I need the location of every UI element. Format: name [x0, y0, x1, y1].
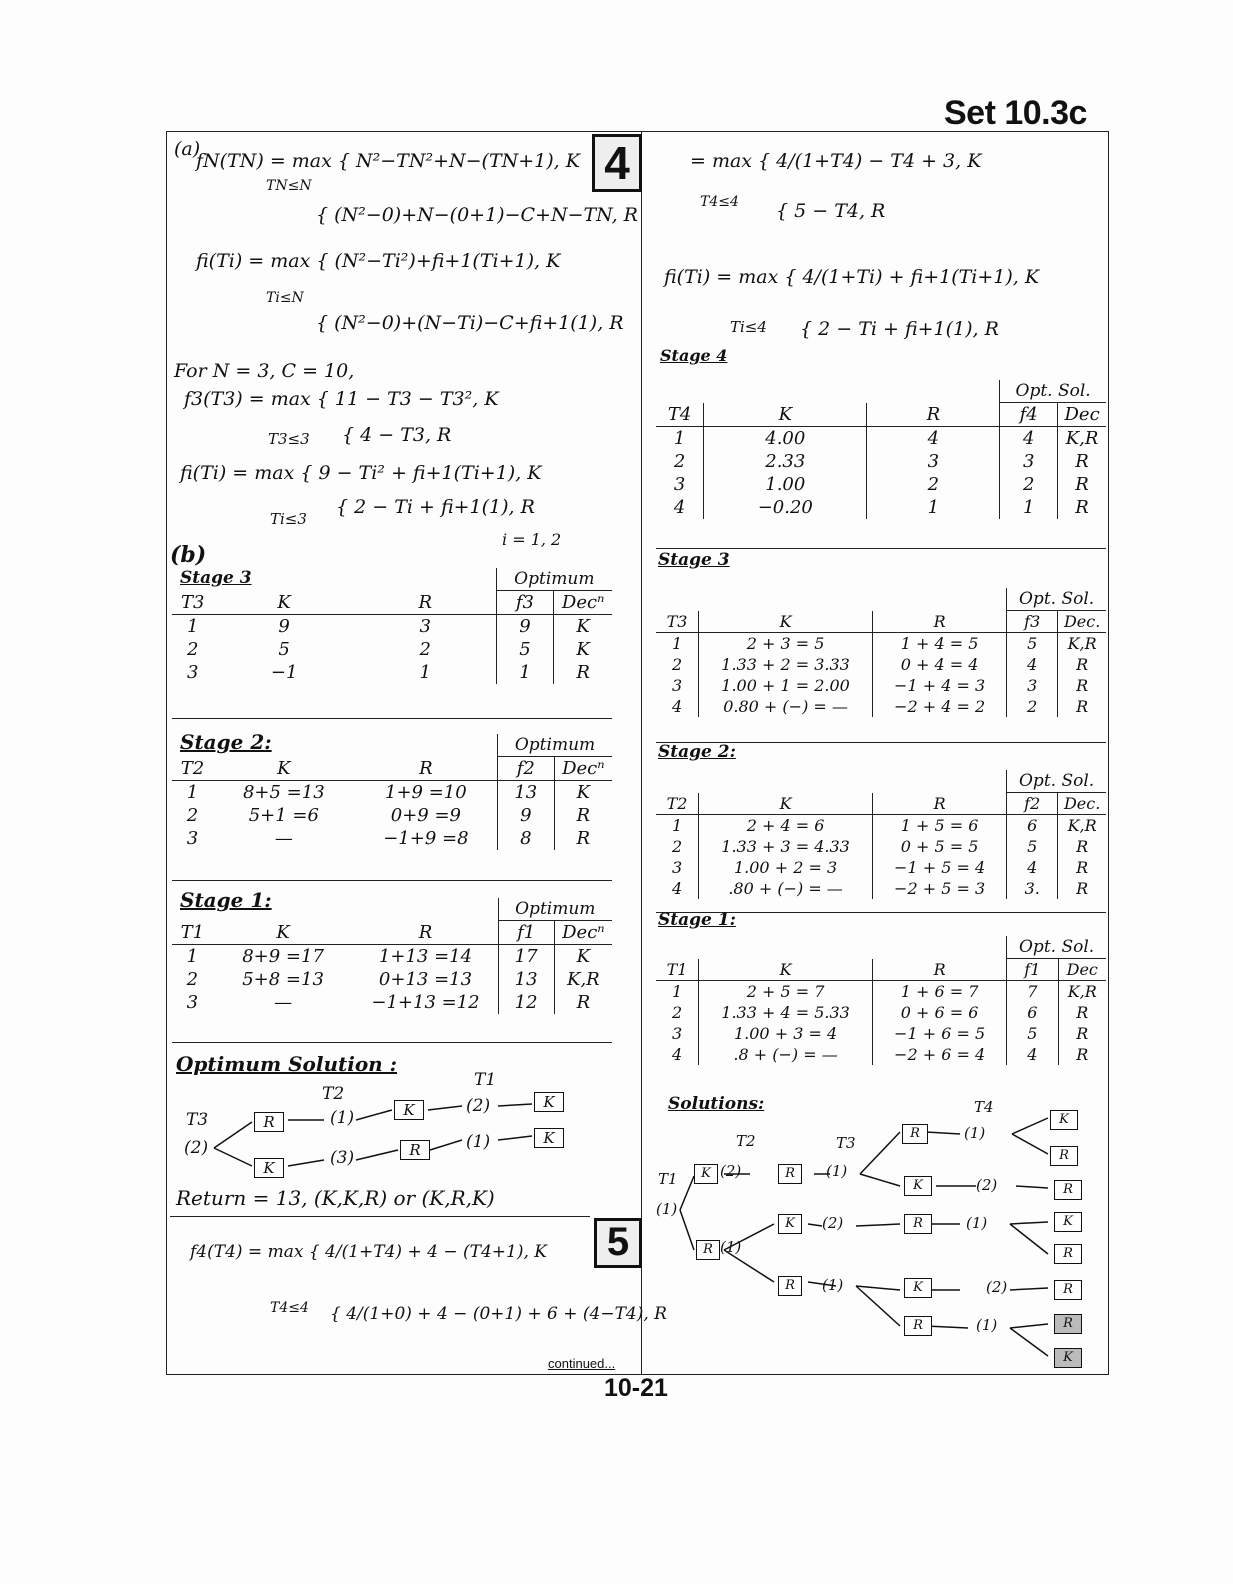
p4-stage3-label: Stage 3 [180, 568, 252, 588]
divider-line [172, 880, 612, 881]
cell: K,R [554, 968, 612, 991]
cell: 1 [671, 816, 683, 835]
col-header: f4 [1000, 403, 1058, 427]
cell: K,R [1058, 815, 1106, 837]
fi3-equation-line1: fi(Ti) = max { 9 − Ti² + fi+1(Ti+1), K [180, 462, 542, 484]
cell: R [554, 661, 612, 684]
cell: R [1058, 1002, 1106, 1023]
col-header: K [699, 959, 873, 981]
return-line: Return = 13, (K,K,R) or (K,R,K) [176, 1186, 495, 1210]
cell: 5 [496, 638, 554, 661]
optimum-header: Optimum [498, 898, 612, 921]
cell: 3 [867, 450, 1000, 473]
cell: R [1058, 857, 1106, 878]
cell: K,R [1058, 633, 1106, 655]
decision-box-k: K [1050, 1110, 1078, 1130]
for-parameters: For N = 3, C = 10, [174, 360, 355, 382]
table-row [172, 638, 612, 661]
decision-box-r: R [902, 1124, 928, 1144]
cell: 1+13 =14 [378, 946, 473, 967]
solutions-tree [650, 1100, 1100, 1370]
cell: 1 [186, 782, 199, 803]
cell: 1 [1000, 496, 1058, 519]
col-header: R [355, 591, 496, 615]
p5-stage2-label: Stage 2: [658, 742, 736, 762]
cell: 1.00 + 2 = 3 [699, 857, 873, 878]
cell: K [554, 945, 612, 969]
col-header: K [699, 611, 873, 633]
decision-box-k: K [254, 1158, 284, 1178]
cell: 1.00 [704, 473, 867, 496]
cell: 3 [186, 992, 199, 1013]
fN-equation-line1: fN(TN) = max { N²−TN²+N−(TN+1), K [196, 150, 580, 172]
table-row [656, 1023, 1106, 1044]
cell: R [1058, 450, 1106, 473]
decision-box-r: R [1054, 1244, 1082, 1264]
cell: R [554, 827, 612, 850]
col-header: Dec. [1058, 611, 1106, 633]
cell: 5+1 =6 [248, 805, 319, 826]
page-number: 10-21 [604, 1374, 668, 1402]
cell: 2 [419, 639, 431, 660]
r-equation-line2: { 5 − T4, R [776, 200, 886, 222]
cell: 6 [1007, 1002, 1058, 1023]
decision-box-k: K [534, 1128, 564, 1148]
decision-box-r: R [696, 1240, 720, 1260]
cell: 1 + 6 = 7 [873, 981, 1007, 1003]
part-b-label: (b) [170, 542, 207, 568]
cell: 2 [671, 655, 683, 674]
cell: 1.33 + 2 = 3.33 [699, 654, 873, 675]
cell: 2 [673, 451, 686, 472]
r-condition: T4≤4 [700, 194, 739, 210]
p5-fi-equation-line1: fi(Ti) = max { 4/(1+Ti) + fi+1(Ti+1), K [664, 266, 1040, 288]
part-a-label: (a) [174, 138, 201, 160]
tree-start-state: (2) [184, 1138, 209, 1158]
sol-state: (1) [976, 1316, 998, 1334]
sol-state: (1) [720, 1238, 742, 1256]
cell: 4 [1007, 1044, 1058, 1065]
col-header: T2 [172, 757, 213, 781]
sol-state: (2) [720, 1162, 742, 1180]
cell: 3. [1007, 878, 1058, 899]
decision-box-k: K [694, 1164, 718, 1184]
cell: 1 [867, 496, 1000, 519]
cell: 1.00 + 1 = 2.00 [699, 675, 873, 696]
table-row [656, 815, 1106, 837]
p5-stage4-label: Stage 4 [660, 346, 728, 365]
cell: 3 [186, 662, 199, 683]
cell: 2 + 4 = 6 [699, 815, 873, 837]
decision-box-r: R [778, 1276, 802, 1296]
cell: 7 [1007, 981, 1058, 1003]
decision-box-r: R [904, 1316, 932, 1336]
cell: 1 [186, 616, 199, 637]
table-row [656, 427, 1106, 451]
col-header: R [873, 793, 1007, 815]
cell: 2 [1000, 473, 1058, 496]
f4-equation-line2: { 4/(1+0) + 4 − (0+1) + 6 + (4−T4), R [330, 1304, 667, 1324]
cell: 1 + 4 = 5 [873, 633, 1007, 655]
f4-equation-line1: f4(T4) = max { 4/(1+T4) + 4 − (T4+1), K [190, 1242, 547, 1262]
cell: 1 [671, 982, 683, 1001]
col-header: K [213, 591, 354, 615]
table-row [172, 968, 612, 991]
table-row [656, 654, 1106, 675]
optimum-solution-tree [172, 1070, 612, 1182]
col-header: R [867, 403, 1000, 427]
cell: 3 [419, 616, 431, 637]
table-row [656, 473, 1106, 496]
problem-5-badge: 5 [594, 1218, 642, 1268]
cell: R [1058, 675, 1106, 696]
cell: 4 [1007, 654, 1058, 675]
cell: −2 + 4 = 2 [873, 696, 1007, 717]
cell: 0+13 =13 [378, 969, 473, 990]
cell: 4 [671, 1045, 683, 1064]
sol-state: (1) [822, 1276, 844, 1294]
fi-equation-line2: { (N²−0)+(N−Ti)−C+fi+1(1), R [316, 312, 624, 334]
tree-t2-label: T2 [322, 1084, 345, 1104]
table-row [656, 836, 1106, 857]
divider-line [172, 1042, 612, 1043]
cell: 1.33 + 4 = 5.33 [699, 1002, 873, 1023]
cell: 5 [1007, 836, 1058, 857]
p5-stage4-table [656, 380, 1106, 519]
f3-equation-line1: f3(T3) = max { 11 − T3 − T3², K [184, 388, 499, 410]
cell: K [554, 638, 612, 661]
table-row [172, 804, 612, 827]
table-row [656, 696, 1106, 717]
col-header: f1 [1007, 959, 1058, 981]
cell: −2 + 6 = 4 [873, 1044, 1007, 1065]
tree-t1-label: T1 [474, 1070, 497, 1090]
decision-box-r: R [1054, 1280, 1082, 1300]
cell: 3 [186, 828, 199, 849]
r-equation-line1: = max { 4/(1+T4) − T4 + 3, K [690, 150, 982, 172]
cell: 2 [1007, 696, 1058, 717]
cell: 0 + 6 = 6 [873, 1002, 1007, 1023]
table-row [172, 991, 612, 1014]
optimum-header: Opt. Sol. [1007, 770, 1106, 793]
p5-stage3-table [656, 588, 1106, 717]
sol-state: (1) [964, 1124, 986, 1142]
col-header: K [699, 793, 873, 815]
cell: 3 [1007, 675, 1058, 696]
optimum-header: Opt. Sol. [1007, 588, 1106, 611]
cell: 1 + 5 = 6 [873, 815, 1007, 837]
cell: 3 [671, 676, 683, 695]
p4-stage1-label: Stage 1: [180, 888, 272, 912]
cell: 4 [1000, 427, 1058, 451]
decision-box-r: R [778, 1164, 802, 1184]
p5-fi-equation-line2: { 2 − Ti + fi+1(1), R [800, 318, 999, 340]
decision-box-k: K [1054, 1348, 1082, 1368]
cell: 1.33 + 3 = 4.33 [699, 836, 873, 857]
divider-line [172, 718, 612, 719]
cell: R [554, 804, 612, 827]
p4-stage2-label: Stage 2: [180, 730, 272, 754]
cell: 12 [498, 991, 554, 1014]
cell: 1 [671, 634, 683, 653]
col-header: K [704, 403, 867, 427]
table-row [656, 857, 1106, 878]
column-divider [641, 131, 642, 1375]
cell: 0.80 + (−) = — [699, 696, 873, 717]
optimum-solution-label: Optimum Solution : [176, 1052, 398, 1076]
cell: R [1058, 696, 1106, 717]
sol-start-state: (1) [656, 1200, 678, 1218]
table-row [656, 496, 1106, 519]
cell: 2 [186, 969, 199, 990]
cell: 4 [867, 427, 1000, 451]
p5-fi-condition: Ti≤4 [730, 318, 767, 336]
cell: .80 + (−) = — [699, 878, 873, 899]
cell: −1+9 =8 [383, 828, 469, 849]
table-row [656, 878, 1106, 899]
decision-box-k: K [904, 1278, 932, 1298]
table-row [656, 675, 1106, 696]
table-row [656, 981, 1106, 1003]
col-header: Decⁿ [554, 921, 612, 945]
decision-box-k: K [1054, 1212, 1082, 1232]
cell: 8+5 =13 [242, 782, 325, 803]
cell: K,R [1058, 427, 1106, 451]
cell: 4 [673, 497, 686, 518]
tree-state: (3) [330, 1148, 355, 1168]
col-header: T1 [656, 959, 699, 981]
cell: 9 [498, 804, 555, 827]
col-header: f1 [498, 921, 554, 945]
optimum-header: Opt. Sol. [1007, 936, 1106, 959]
col-header: T3 [172, 591, 213, 615]
col-header: R [873, 959, 1007, 981]
cell: −1 [270, 662, 298, 683]
cell: R [1058, 1023, 1106, 1044]
table-row [172, 661, 612, 684]
f3-equation-line2: { 4 − T3, R [342, 424, 452, 446]
f4-condition: T4≤4 [270, 1300, 309, 1316]
cell: 2 [671, 837, 683, 856]
cell: 4 [1007, 857, 1058, 878]
p5-stage1-table [656, 936, 1106, 1065]
solutions-label: Solutions: [668, 1094, 765, 1114]
cell: R [1058, 496, 1106, 519]
cell: 1 [186, 946, 199, 967]
decision-box-r: R [254, 1112, 284, 1132]
tree-state: (1) [466, 1132, 491, 1152]
cell: — [274, 992, 293, 1013]
f3-condition: T3≤3 [268, 430, 310, 448]
cell: R [1058, 1044, 1106, 1065]
cell: 9 [278, 616, 290, 637]
cell: 13 [498, 968, 554, 991]
cell: 3 [671, 858, 683, 877]
cell: 1+9 =10 [385, 782, 467, 803]
p5-stage3-label: Stage 3 [658, 550, 730, 570]
optimum-header: Optimum [498, 734, 613, 757]
table-row [172, 945, 612, 969]
decision-box-k: K [394, 1100, 424, 1120]
decision-box-r: R [400, 1140, 430, 1160]
fi3-condition: Ti≤3 [270, 510, 307, 528]
col-header: K [213, 921, 354, 945]
cell: 3 [671, 1024, 683, 1043]
decision-box-r: R [1054, 1180, 1082, 1200]
cell: 2 [186, 805, 199, 826]
decision-box-r: R [904, 1214, 932, 1234]
divider-line [656, 548, 1106, 549]
table-row [656, 1002, 1106, 1023]
cell: 0 + 5 = 5 [873, 836, 1007, 857]
continued-note: continued... [548, 1356, 616, 1371]
col-header: T3 [656, 611, 699, 633]
cell: K,R [1058, 981, 1106, 1003]
sol-state: (2) [986, 1278, 1008, 1296]
cell: 3 [1000, 450, 1058, 473]
sol-t3-label: T3 [836, 1134, 856, 1152]
cell: — [274, 828, 293, 849]
cell: 8+9 =17 [242, 946, 324, 967]
fi-equation-line1: fi(Ti) = max { (N²−Ti²)+fi+1(Ti+1), K [196, 250, 561, 272]
decision-box-k: K [904, 1176, 932, 1196]
cell: 2 [671, 1003, 683, 1022]
cell: −1 + 5 = 4 [873, 857, 1007, 878]
col-header: Decⁿ [554, 591, 612, 615]
fi3-equation-line2: { 2 − Ti + fi+1(1), R [336, 496, 535, 518]
cell: −2 + 5 = 3 [873, 878, 1007, 899]
col-header: f2 [498, 757, 555, 781]
table-row [172, 827, 612, 850]
cell: 2 + 5 = 7 [699, 981, 873, 1003]
cell: −1 + 6 = 5 [873, 1023, 1007, 1044]
cell: 5 [1007, 633, 1058, 655]
cell: R [554, 991, 612, 1014]
cell: 5 [278, 639, 290, 660]
sol-t2-label: T2 [736, 1132, 756, 1150]
tree-state: (2) [466, 1096, 491, 1116]
cell: 0+9 =9 [390, 805, 461, 826]
fN-equation-line2: { (N²−0)+N−(0+1)−C+N−TN, R [316, 204, 638, 226]
table-row [656, 1044, 1106, 1065]
cell: 4 [671, 879, 683, 898]
cell: .8 + (−) = — [699, 1044, 873, 1065]
cell: 0 + 4 = 4 [873, 654, 1007, 675]
cell: 6 [1007, 815, 1058, 837]
optimum-header: Opt. Sol. [1000, 380, 1106, 403]
optimum-header: Optimum [496, 568, 612, 591]
cell: −1+13 =12 [371, 992, 480, 1013]
cell: −1 + 4 = 3 [873, 675, 1007, 696]
col-header: T1 [172, 921, 213, 945]
sol-state: (2) [822, 1214, 844, 1232]
cell: R [1058, 878, 1106, 899]
decision-box-k: K [778, 1214, 802, 1234]
p5-stage2-table [656, 770, 1106, 899]
cell: −0.20 [704, 496, 867, 519]
tree-t3-label: T3 [186, 1110, 209, 1130]
table-row [656, 633, 1106, 655]
cell: 3 [673, 474, 686, 495]
tree-state: (1) [330, 1108, 355, 1128]
sol-t1-label: T1 [658, 1170, 678, 1188]
cell: 1 [673, 428, 686, 449]
cell: 2 [186, 639, 199, 660]
divider-line [170, 1216, 590, 1217]
table-row [656, 450, 1106, 473]
cell: 1 [496, 661, 554, 684]
table-row [172, 781, 612, 805]
col-header: T4 [656, 403, 704, 427]
cell: 5 [1007, 1023, 1058, 1044]
cell: K [554, 781, 612, 805]
cell: 1 [419, 662, 431, 683]
problem-4-badge: 4 [592, 134, 642, 192]
cell: 17 [498, 945, 554, 969]
decision-box-r: R [1050, 1146, 1078, 1166]
i-range: i = 1, 2 [502, 530, 562, 549]
sol-state: (1) [966, 1214, 988, 1232]
sol-state: (2) [976, 1176, 998, 1194]
cell: R [1058, 836, 1106, 857]
cell: 4.00 [704, 427, 867, 451]
cell: 13 [498, 781, 555, 805]
cell: 2 + 3 = 5 [699, 633, 873, 655]
col-header: Dec [1058, 403, 1106, 427]
cell: 2 [867, 473, 1000, 496]
table-row [172, 615, 612, 639]
cell: 4 [671, 697, 683, 716]
cell: 8 [498, 827, 555, 850]
sol-t4-label: T4 [974, 1098, 994, 1116]
col-header: f3 [496, 591, 554, 615]
fN-condition: TN≤N [266, 178, 312, 194]
sol-state: (1) [826, 1162, 848, 1180]
col-header: Decⁿ [554, 757, 612, 781]
decision-box-k: K [534, 1092, 564, 1112]
col-header: R [353, 921, 498, 945]
cell: R [1058, 473, 1106, 496]
cell: 1.00 + 3 = 4 [699, 1023, 873, 1044]
col-header: R [873, 611, 1007, 633]
col-header: Dec [1058, 959, 1106, 981]
set-title: Set 10.3c [944, 94, 1087, 132]
p5-stage1-label: Stage 1: [658, 910, 736, 930]
col-header: f3 [1007, 611, 1058, 633]
p4-stage2-table [172, 734, 612, 850]
col-header: T2 [656, 793, 699, 815]
cell: 5+8 =13 [242, 969, 324, 990]
cell: 2.33 [704, 450, 867, 473]
col-header: Dec. [1058, 793, 1106, 815]
cell: R [1058, 654, 1106, 675]
cell: 9 [496, 615, 554, 639]
decision-box-r: R [1054, 1314, 1082, 1334]
cell: K [554, 615, 612, 639]
p4-stage3-table [172, 568, 612, 684]
fi-condition: Ti≤N [266, 290, 304, 306]
p4-stage1-table [172, 898, 612, 1014]
col-header: K [213, 757, 355, 781]
col-header: f2 [1007, 793, 1058, 815]
col-header: R [355, 757, 498, 781]
